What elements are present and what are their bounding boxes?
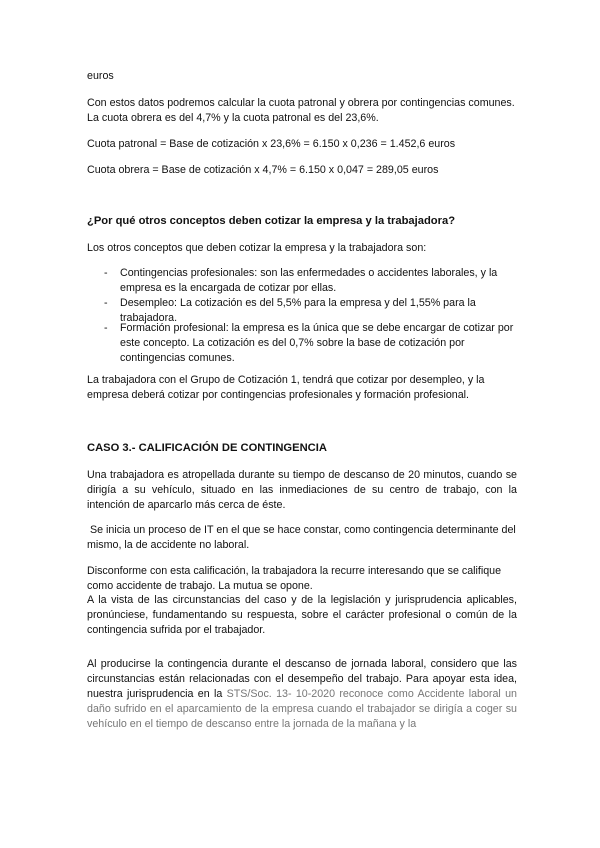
bullet-dash: - bbox=[104, 322, 108, 334]
formula-cuota-obrera: Cuota obrera = Base de cotización x 4,7% = 6.150 x 0,047 = 289,05 euros bbox=[87, 164, 439, 176]
bullet-dash: - bbox=[104, 297, 108, 309]
list-item-text: Contingencias profesionales: son las enfermedades o accidentes laborales, y la empresa es la encargada de cotizar por ellas. bbox=[120, 267, 498, 294]
respuesta-text: Al producirse la contingencia durante el descanso de jornada laboral, considero que las circunstancias están relacionadas con el desempeño del trabajo. Para apoyar esta idea, nuestra jurisprudencia en la bbox=[87, 658, 517, 700]
text-euros: euros bbox=[87, 70, 114, 82]
paragraph-respuesta bbox=[87, 657, 517, 732]
paragraph-datos: Con estos datos podremos calcular la cuota patronal y obrera por contingencias comunes. La cuota obrera es del 4,7% y la cuota patronal es del 23,6%. bbox=[87, 97, 515, 124]
paragraph-conclusion: La trabajadora con el Grupo de Cotización 1, tendrá que cotizar por desempleo, y la empresa deberá cotizar por contingencias profesionales y formación profesional. bbox=[87, 374, 485, 401]
paragraph-caso-enunciado: Una trabajadora es atropellada durante su tiempo de descanso de 20 minutos, cuando se dirigía a su vehículo, situado en las inmediaciones de su centro de trabajo, con la intención de aparcarlo más cerca de éste. bbox=[87, 469, 517, 511]
jurisprudencia-reference: STS/Soc. 13- 10-2020 reconoce como Accidente laboral un daño sufrido en el aparcamiento de la empresa cuando el trabajador se dirigía a coger su vehículo en el tiempo de descanso entre la jornada de la mañana y la bbox=[87, 688, 517, 730]
list-item-text: Formación profesional: la empresa es la única que se debe encargar de cotizar por este concepto. La cotización es del 0,7% sobre la base de cotización por contingencias comunes. bbox=[120, 322, 514, 364]
bullet-dash: - bbox=[104, 267, 108, 279]
heading-caso-3: CASO 3.- CALIFICACIÓN DE CONTINGENCIA bbox=[87, 442, 327, 454]
heading-otros-conceptos: ¿Por qué otros conceptos deben cotizar la empresa y la trabajadora? bbox=[87, 215, 456, 227]
formula-cuota-patronal: Cuota patronal = Base de cotización x 23,6% = 6.150 x 0,236 = 1.452,6 euros bbox=[87, 138, 456, 150]
paragraph-otros-conceptos-intro: Los otros conceptos que deben cotizar la empresa y la trabajadora son: bbox=[87, 242, 427, 254]
paragraph-pregunta: A la vista de las circunstancias del caso y de la legislación y jurisprudencia aplicables, pronúnciese, fundamentando su respuesta, sobre el carácter profesional o común de la contingencia sufrida por el trabajador. bbox=[87, 594, 517, 636]
list-item-text: Desempleo: La cotización es del 5,5% para la empresa y del 1,55% para la trabajadora. bbox=[120, 297, 476, 324]
paragraph-disconforme: Disconforme con esta calificación, la trabajadora la recurre interesando que se califique como accidente de trabajo. La mutua se opone. bbox=[87, 565, 502, 592]
paragraph-proceso-it: Se inicia un proceso de IT en el que se hace constar, como contingencia determinante del mismo, la de accidente no laboral. bbox=[87, 524, 519, 551]
